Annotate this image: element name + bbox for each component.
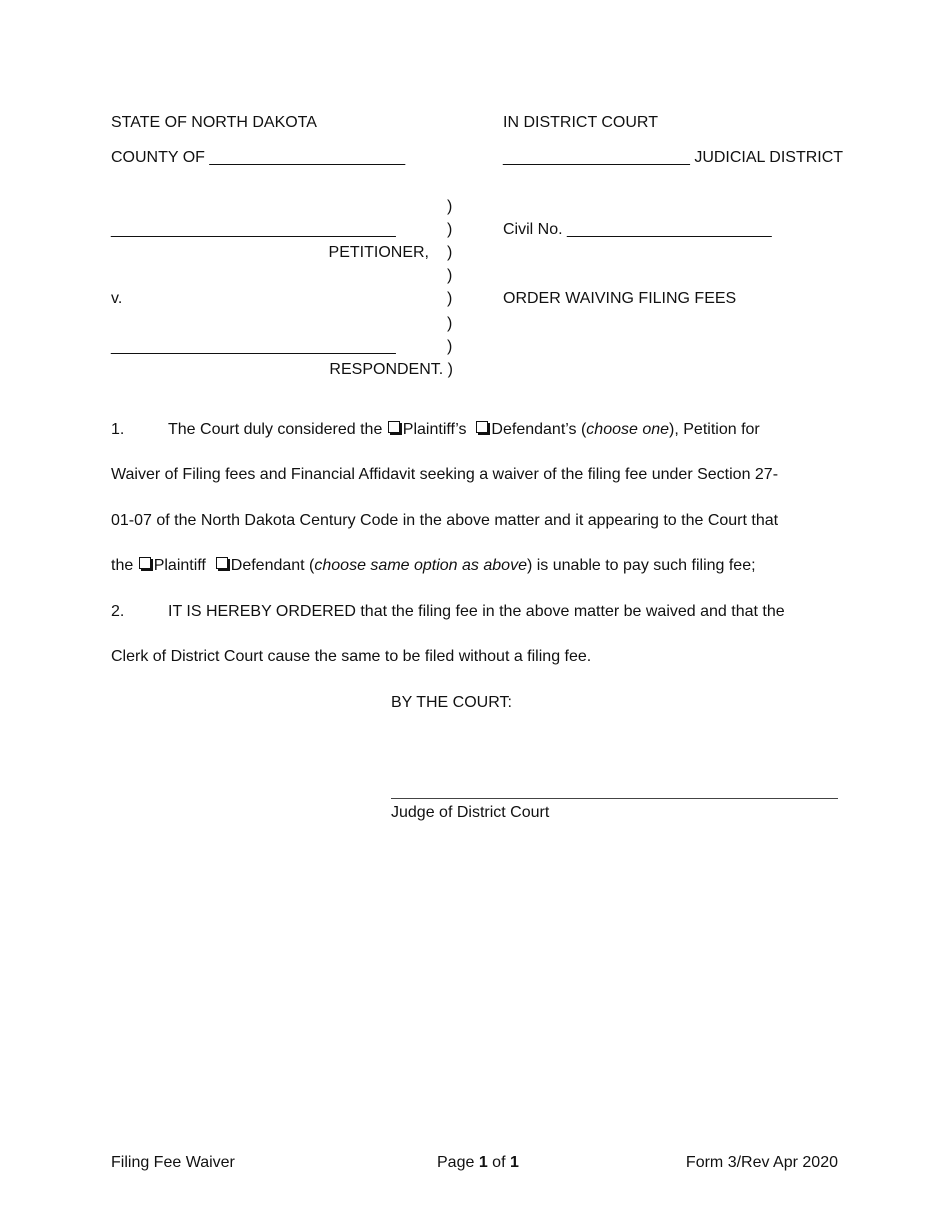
petitioner-name-line: ________________________________ [111, 221, 396, 238]
page-of: of [487, 1154, 510, 1171]
paragraph-text: The Court duly considered the [168, 421, 387, 438]
paragraph-1-line-4 [111, 556, 756, 576]
plaintiff-checkbox[interactable] [139, 557, 151, 569]
judge-label: Judge of District Court [391, 804, 550, 821]
defendant-option-label: Defendant ( [230, 557, 315, 574]
page-total: 1 [509, 1154, 519, 1171]
court-heading: IN DISTRICT COURT [503, 114, 658, 131]
caption-paren: ) [447, 315, 453, 332]
plaintiffs-checkbox[interactable] [388, 421, 400, 433]
paragraph-text: ) is unable to pay such filing fee; [526, 557, 756, 574]
paragraph-2-line-2: Clerk of District Court cause the same to be filed without a filing fee. [111, 648, 592, 665]
plaintiff-option-label: Plaintiff [153, 557, 206, 574]
paragraph-1-line-2: Waiver of Filing fees and Financial Affidavit seeking a waiver of the filing fee under Section 27- [111, 466, 779, 483]
choose-one-note: choose one [586, 421, 670, 438]
choose-same-note: choose same option as above [314, 557, 527, 574]
defendants-option-label: Defendant’s ( [491, 421, 587, 438]
respondent-name-line: ________________________________ [111, 338, 396, 355]
caption-paren: ) [447, 338, 453, 355]
caption-paren: ) [447, 267, 453, 284]
paragraph-1-number: 1. [111, 421, 125, 438]
paragraph-text: ), Petition for [669, 421, 760, 438]
paragraph-1-line-1 [168, 420, 760, 440]
page-current: 1 [478, 1154, 488, 1171]
civil-number-field: Civil No. _______________________ [503, 221, 772, 238]
document-title: ORDER WAIVING FILING FEES [503, 290, 737, 307]
caption-paren: ) [447, 244, 453, 261]
judicial-district-field: _____________________ JUDICIAL DISTRICT [503, 149, 844, 166]
footer-form-revision: Form 3/Rev Apr 2020 [685, 1154, 838, 1171]
state-heading: STATE OF NORTH DAKOTA [111, 114, 317, 131]
petitioner-label: PETITIONER, [328, 244, 429, 261]
defendant-checkbox[interactable] [216, 557, 228, 569]
paragraph-1-line-3: 01-07 of the North Dakota Century Code in the above matter and it appearing to the Court that [111, 512, 779, 529]
respondent-label: RESPONDENT. ) [329, 361, 453, 378]
paragraph-2-number: 2. [111, 603, 125, 620]
judge-signature-line [391, 798, 838, 799]
by-the-court-label: BY THE COURT: [391, 694, 512, 711]
caption-paren: ) [447, 221, 453, 238]
caption-paren: ) [447, 198, 453, 215]
footer-form-name: Filing Fee Waiver [111, 1154, 235, 1171]
paragraph-2-line-1: IT IS HEREBY ORDERED that the filing fee in the above matter be waived and that the [168, 603, 785, 620]
paragraph-text: the [111, 557, 138, 574]
page-prefix: Page [437, 1154, 479, 1171]
county-field: COUNTY OF ______________________ [111, 149, 406, 166]
caption-paren: ) [447, 290, 453, 307]
defendants-checkbox[interactable] [476, 421, 488, 433]
footer-page-number [437, 1153, 519, 1173]
versus-label: v. [111, 290, 123, 307]
plaintiffs-option-label: Plaintiff’s [402, 421, 467, 438]
